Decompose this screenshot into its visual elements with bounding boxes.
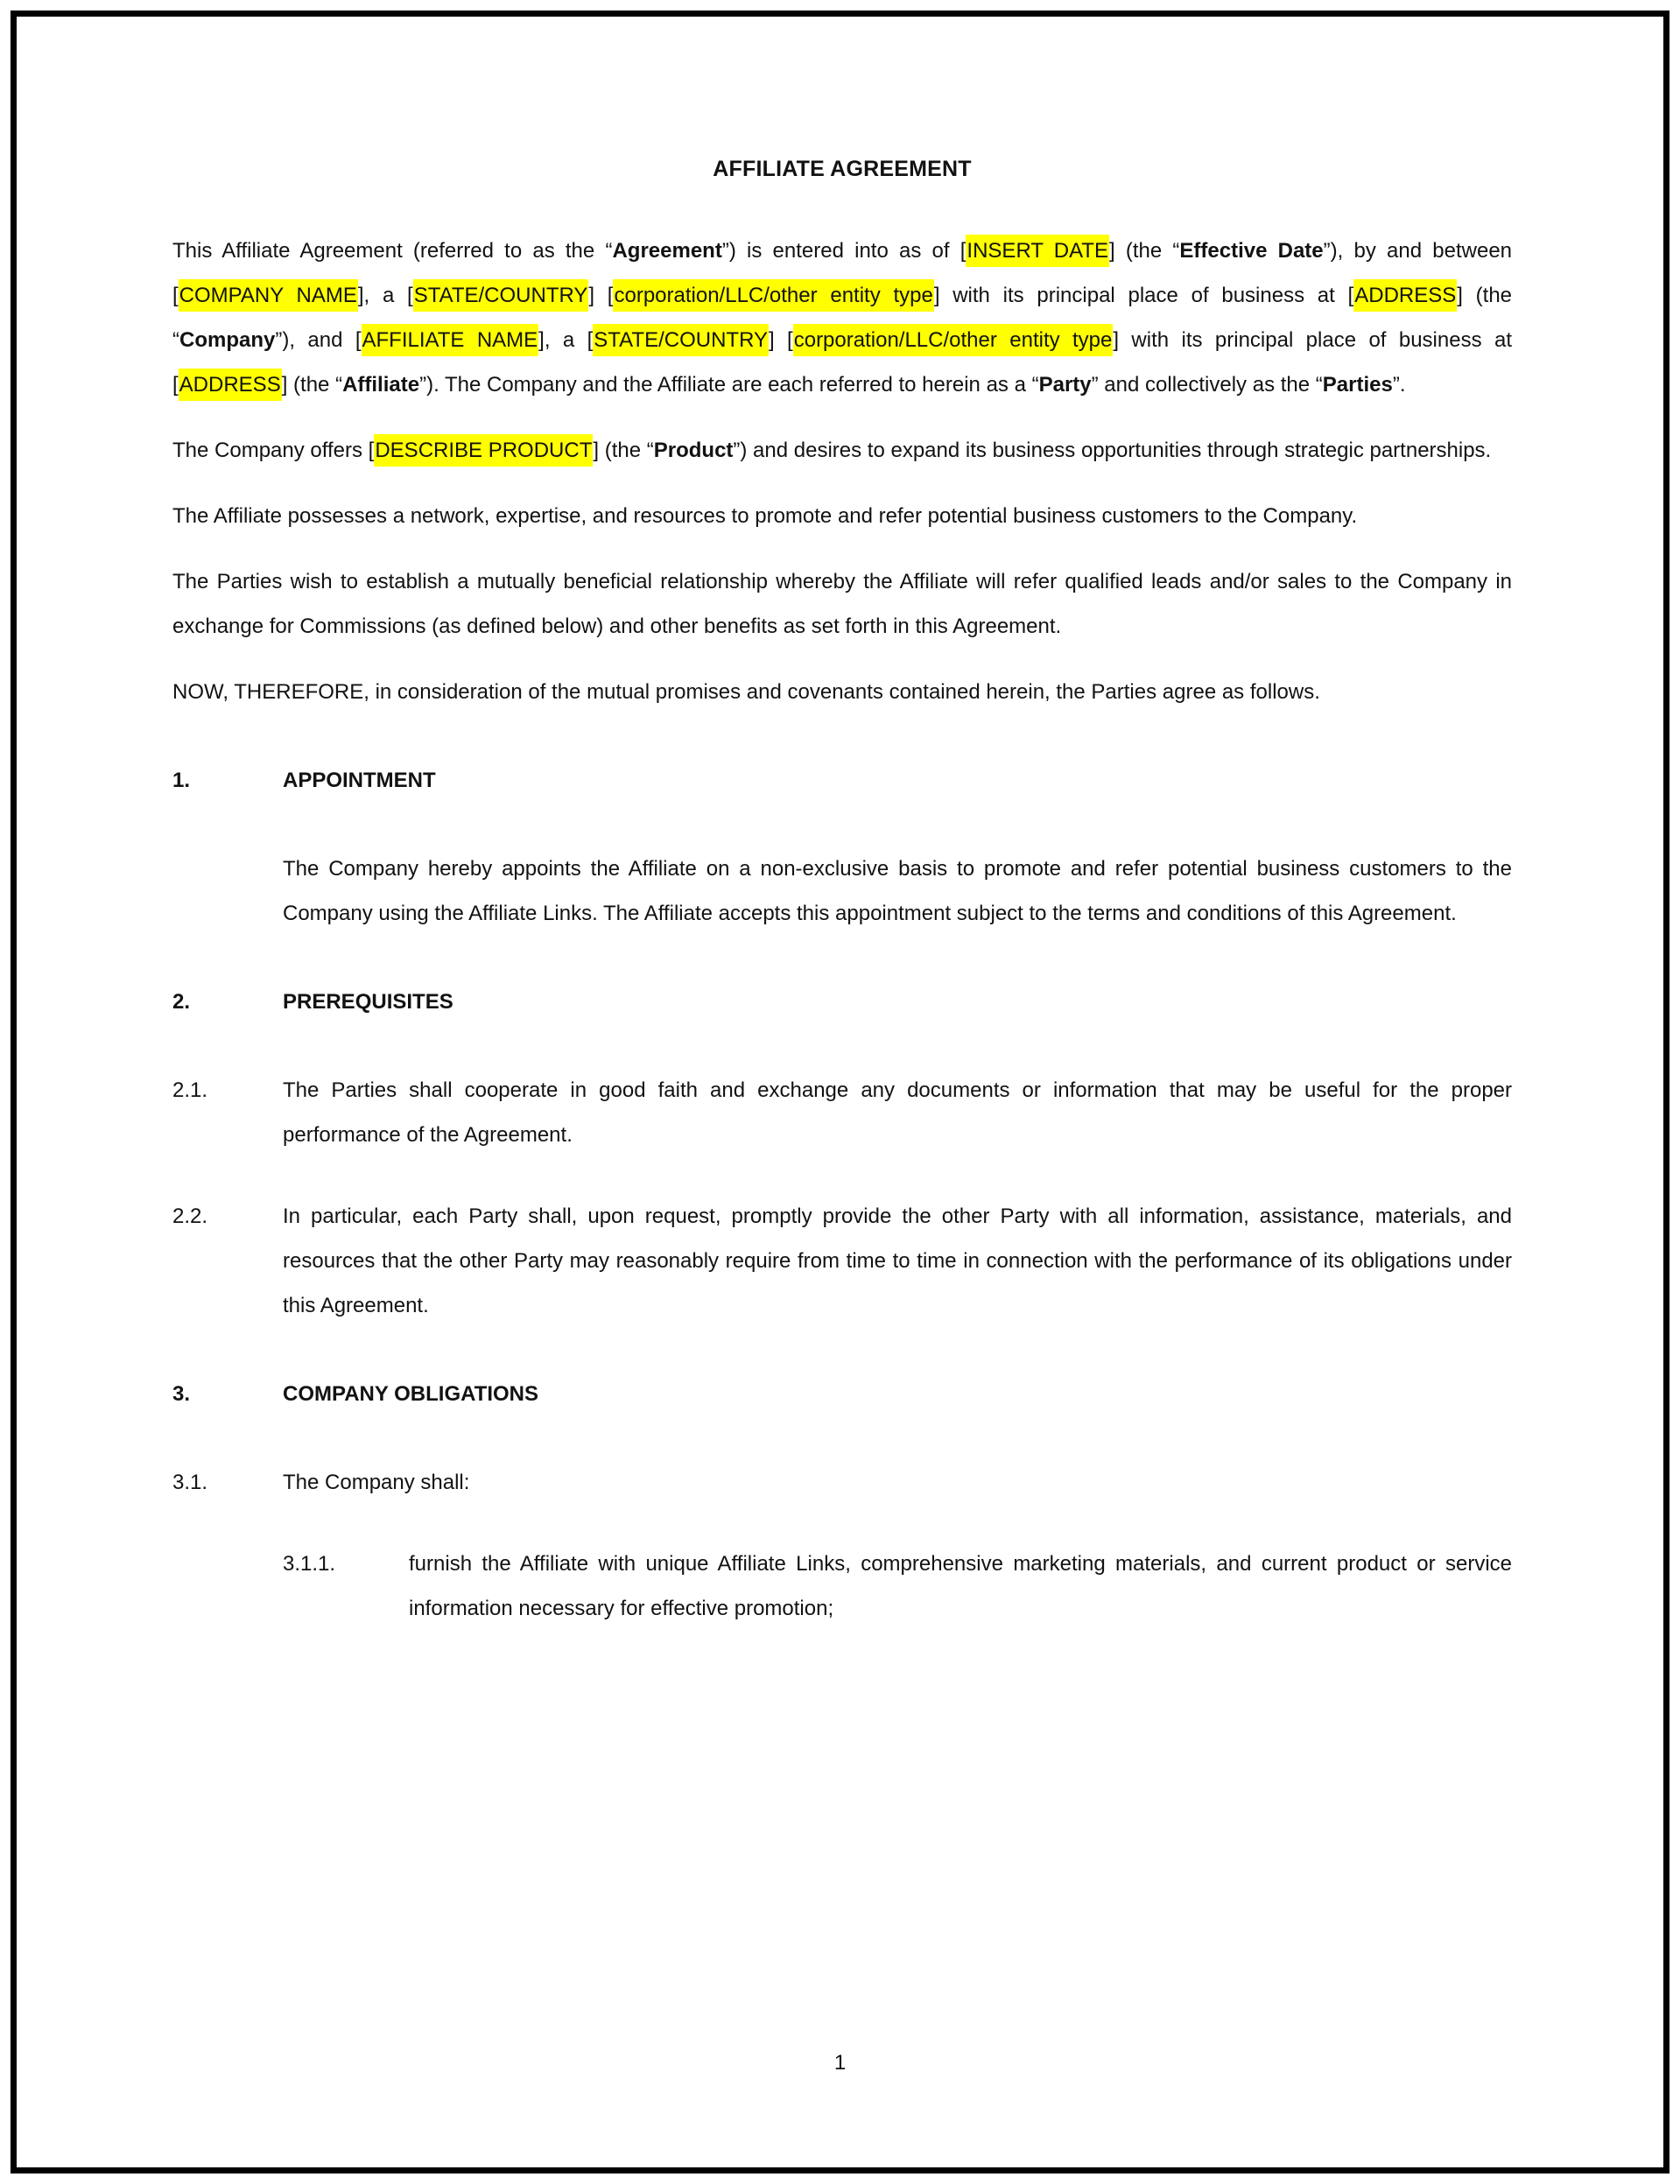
defined-term: Company [179,328,276,352]
text-run: ] with its principal place of business at [ [933,284,1354,307]
text-run: ” and collectively as the “ [1091,373,1323,397]
text-run: ”), and [ [275,328,362,352]
placeholder-highlight: ADDRESS [1353,279,1457,312]
section-title: COMPANY OBLIGATIONS [283,1382,539,1406]
clause-text [409,1541,1512,1631]
document-body [172,0,1512,1631]
text-run: ”) and desires to expand its business opportunities through strategic partnerships. [733,439,1492,462]
clause-3-1-1 [283,1541,1512,1631]
text-run: NOW, THEREFORE, in consideration of the mutual promises and covenants contained herein, the Parties agree as follows. [172,680,1320,704]
text-run: This Affiliate Agreement (referred to as the “ [172,239,613,263]
placeholder-highlight: ADDRESS [179,369,282,401]
intro-paragraph-1 [172,228,1512,407]
text-run: In particular, each Party shall, upon request, promptly provide the other Party with all information, assistance, materials, and resources that the other Party may reasonably require from time to time in connection with the performance of its obligations under this Agreement. [283,1204,1512,1317]
text-run: ”) is entered into as of [ [721,239,967,263]
placeholder-highlight: corporation/LLC/other entity type [793,324,1114,356]
text-run: The Affiliate possesses a network, expertise, and resources to promote and refer potential business customers to the Company. [172,504,1358,528]
text-run: furnish the Affiliate with unique Affiliate Links, comprehensive marketing materials, and current product or service information necessary for effective promotion; [409,1552,1512,1620]
clause-number: 2.1. [172,1078,208,1102]
placeholder-highlight: DESCRIBE PRODUCT [374,434,593,467]
placeholder-highlight: STATE/COUNTRY [413,279,589,312]
page-number: 1 [833,2051,847,2075]
section-heading-appointment [172,758,1512,803]
text-run: ] [ [768,328,793,352]
text-run: ] [ [588,284,614,307]
clause-text [283,1194,1512,1328]
text-run: ”), by and between [ [172,239,1513,307]
clause-3-1 [172,1460,1512,1505]
text-run: ] (the “ [593,439,654,462]
section-number: 2. [172,990,191,1014]
clause-text [283,1460,1512,1505]
text-run: ”. [1392,373,1406,397]
document-title: AFFILIATE AGREEMENT [713,157,972,181]
placeholder-highlight: AFFILIATE NAME [362,324,539,356]
intro-paragraph-3 [172,494,1512,538]
clause-number: 2.2. [172,1204,208,1228]
clause-2-1 [172,1068,1512,1157]
section-heading-company-obligations [172,1372,1512,1416]
text-run: The Parties wish to establish a mutually beneficial relationship whereby the Affiliate will refer qualified leads and/or sales to the Company in exchange for Commissions (as defined below) and other benefits as set forth in this Agreement. [172,570,1512,638]
clause-number: 3.1.1. [283,1552,336,1576]
text-run: ], a [ [357,284,413,307]
defined-term: Product [653,439,734,462]
defined-term: Party [1038,373,1092,397]
section-number: 1. [172,769,191,792]
section-heading-prerequisites [172,980,1512,1024]
text-run: The Company shall: [283,1471,470,1494]
text-run: The Parties shall cooperate in good faith and exchange any documents or information that may be useful for the proper performance of the Agreement. [283,1078,1512,1147]
intro-paragraph-4 [172,559,1512,649]
defined-term: Parties [1322,373,1393,397]
section-number: 3. [172,1382,191,1406]
placeholder-highlight: STATE/COUNTRY [593,324,769,356]
text-run: ] (the “ [281,373,343,397]
defined-term: Effective Date [1179,239,1324,263]
text-run: ] with its principal place of business at [ [172,328,1512,397]
intro-paragraph-2 [172,428,1512,473]
text-run: ] (the “ [172,284,1513,352]
clause-number: 3.1. [172,1471,208,1494]
placeholder-highlight: corporation/LLC/other entity type [613,279,933,312]
section-title: APPOINTMENT [283,769,436,792]
text-run: ], a [ [538,328,594,352]
text-run: The Company offers [ [172,439,375,462]
defined-term: Affiliate [342,373,420,397]
text-run: The Company hereby appoints the Affiliate on a non-exclusive basis to promote and refer potential business customers to the Company using the Affiliate Links. The Affiliate accepts this appointment subject to the terms and conditions of this Agreement. [283,857,1512,925]
text-run: ] (the “ [1108,239,1180,263]
clause-text [283,1068,1512,1157]
intro-paragraph-5 [172,670,1512,714]
section-title: PREREQUISITES [283,990,453,1014]
clause-2-2 [172,1194,1512,1328]
placeholder-highlight: COMPANY NAME [179,279,358,312]
text-run: ”). The Company and the Affiliate are each referred to herein as a “ [419,373,1039,397]
section-1-paragraph [283,846,1512,936]
defined-term: Agreement [612,239,722,263]
placeholder-highlight: INSERT DATE [966,235,1109,267]
